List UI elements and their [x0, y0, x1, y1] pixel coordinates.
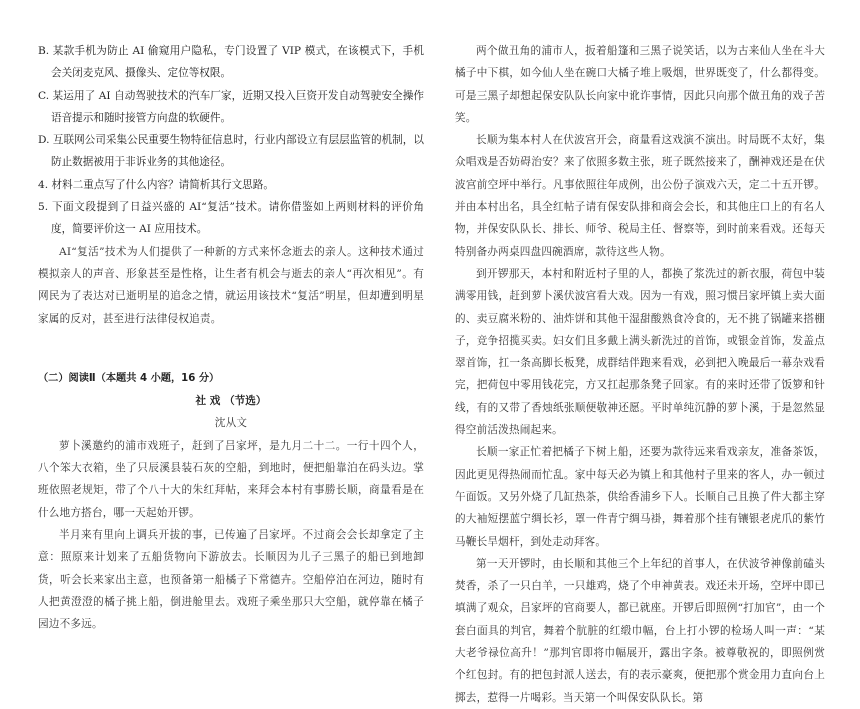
left-column: [38, 40, 424, 635]
question-4: 4. 材料二重点写了什么内容？请简析其行文思路。: [38, 178, 274, 191]
passage-paragraph: 到开锣那天，本村和附近村子里的人，都换了浆洗过的新衣服，荷包中装满零用钱，赶到萝卜溪伏波宫看大戏。因为一有戏，照习惯吕家坪镇上卖大面的、卖豆腐米粉的、油炸饼和其他干湿甜酸熟食冷食的，无不挑了锅罐来搭棚子，竞争招揽买卖。妇女们且多戴上满头新洗过的首饰，或银金首饰，发盖点翠首饰，扛一条高脚长板凳，成群结伴跑来看戏，必到把入晚最后一幕杂戏看完，把荷包中零用钱花完，方又扛起那条凳子回家。有的来时还带了饭箩和针线，有的又带了香烛纸张顺便敬神还愿。平时单纯沉静的萝卜溪，于是忽然显得空前活泼热闹起来。: [455, 267, 825, 437]
option-b: B. 某款手机为防止 AI 偷窥用户隐私，专门设置了 VIP 模式，在该模式下，手机会关闭麦克风、摄像头、定位等权限。: [38, 45, 424, 80]
right-column: [455, 40, 825, 709]
passage-paragraph: 长顺一家正忙着把橘子下树上船，还要为款待远来看戏亲友，准备茶饭，因此更见得热闹而忙乱。家中每天必为镇上和其他村子里来的客人，办一顿过午面饭。又另外烧了几缸热茶，供给香浦乡下人。长顺自己且换了件大都主穿的大袖短摆蓝宁绸长衫，罩一件青宁绸马褂，舞着那个挂有镶银老虎爪的紫竹马鞭长旱烟杆，到处走动拜客。: [455, 446, 825, 548]
question-5: 5. 下面文段提到了日益兴盛的 AI“复活”技术。请你借鉴如上两则材料的评价角度，简要评价这一 AI 应用技术。: [38, 201, 424, 236]
passage-paragraph: 第一天开锣时，由长顺和其他三个上年纪的首事人，在伏波爷神像前磕头焚香，杀了一只白羊，一只雄鸡，烧了个申神黄表。戏还未开场，空坪中即已填满了观众，吕家坪的官商要人，都已就座。开锣后即照例“打加官”，由一个套白面具的判官，舞着个肮脏的红缎巾幅，台上打小锣的检场人叫一声：“某大老爷禄位高升！”那判官即将巾幅展开，露出字条。被尊敬祝的，即照例赏个红包封。有的把包封派人送去，有的表示豪爽，便把那个赏金用力直向台上掷去，惹得一片喝彩。当天第一个叫保安队队长。第: [455, 557, 825, 704]
passage-paragraph: 萝卜溪邀约的浦市戏班子，赶到了吕家坪，是九月二十二。一行十四个人，八个笨大衣箱，坐了只辰溪县装石灰的空船，到地时，便把船靠泊在码头边。掌班依照老规矩，带了个八十大的朱红拜帖，来拜会本村有事勝长顺，商量看是在什么地方搭台，哪一天起始开锣。: [38, 439, 424, 519]
passage-paragraph: 长顺为集本村人在伏波宫开会，商量看这戏演不演出。时局既不太好，集众唱戏是否妨碍治安？来了依照多数主张，班子既然接来了，酬神戏还是在伏波宫前空坪中举行。凡事依照往年成例，出公份子演戏六天，定二十五开锣。并由本村出名，具全红帖子请有保安队排和商会会长，和其他庄口上的有名人物，并保安队队长、排长、师爷、税局主任、督察等，到时前来看戏。还每天特别备办两桌四盘四碗酒席，款待这些人物。: [455, 134, 825, 258]
option-c: C. 某运用了 AI 自动驾驶技术的汽车厂家，近期又投入巨资开发自动驾驶安全操作语音提示和随时接管方向盘的软硬件。: [38, 89, 424, 124]
passage-title: 社 戏 （节选）: [195, 395, 267, 408]
passage-paragraph: 两个做丑角的浦市人，扳着船篷和三黑子说笑话，以为古来仙人坐在斗大橘子中下棋，如今仙人坐在碗口大橘子堆上吸烟，世界既变了，什么都得变。可是三黑子却想起保安队队长向家中讹诈事情，因此只向那个做丑角的戏子苦笑。: [455, 45, 825, 124]
option-d: D. 互联网公司采集公民重要生物特征信息时，行业内部设立有层层监管的机制，以防止数据被用于非诉业务的其他途径。: [38, 134, 424, 169]
question-5-quote: AI“复活”技术为人们提供了一种新的方式来怀念逝去的亲人。这种技术通过模拟亲人的声音、形象甚至是性格，让生者有机会与逝去的亲人“再次相见”。有网民为了表达对已逝明星的追念之情，就运用该技术“复活”明星，但却遭到明星家属的反对，甚至进行法律侵权追责。: [38, 245, 424, 325]
section-heading: （二）阅读Ⅱ（本题共 4 小题，16 分）: [38, 372, 220, 384]
passage-author: 沈从文: [214, 417, 248, 430]
passage-paragraph: 半月来有里向上调兵开拔的事，已传遍了吕家坪。不过商会会长却拿定了主意：照原来计划来了五船货物向下游放去。长顺因为儿子三黑子的船已到地卸货，听会长来家出主意，也预备第一船橘子下常德卉。空船停泊在河边，随时有人把黄澄澄的橘子挑上船，倒进舱里去。戏班子乘坐那只大空船，就停靠在橘子园边不多远。: [38, 528, 424, 631]
